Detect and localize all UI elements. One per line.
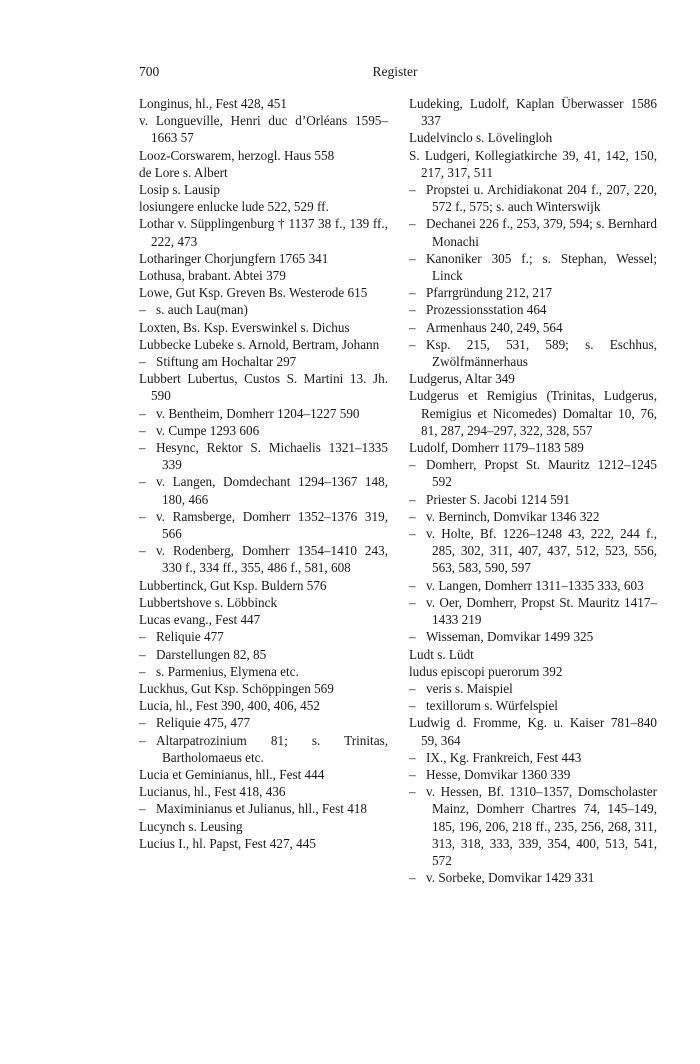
index-entry: Ludgerus et Remigius (Trinitas, Ludgerus, Remigius et Nicomedes) Domaltar 10, 76, 81, 287, 294–297, 322, 328, 557 [409,388,657,438]
index-entry: Lucia et Geminianus, hll., Fest 444 [139,766,325,782]
index-subentry: – Kanoniker 305 f.; s. Stephan, Wessel; Linck [409,250,657,284]
running-head: Register [372,64,418,79]
page-number: 700 [139,64,160,79]
index-subentry: – v. Langen, Domherr 1311–1335 333, 603 [409,577,657,594]
index-entry: Ludelvinclo s. Lövelingloh [409,130,553,146]
index-entry: Ludeking, Ludolf, Kaplan Überwasser 1586 337 [409,96,657,129]
index-entry: Ludwig d. Fromme, Kg. u. Kaiser 781–840 59, 364 [409,715,657,748]
index-entry: Loxten, Bs. Ksp. Everswinkel s. Dichus [139,319,350,335]
index-entry: losiungere enlucke lude 522, 529 ff. [139,199,329,215]
index-entry: Lucynch s. Leusing [139,818,243,834]
index-subentry: – Stiftung am Hochaltar 297 [139,353,388,370]
index-entry: Lotharinger Chorjungfern 1765 341 [139,250,329,266]
index-subentry: – Priester S. Jacobi 1214 591 [409,491,657,508]
index-entry: v. Longueville, Henri duc d’Orléans 1595–1663 57 [139,113,388,146]
index-entry: Lubbertinck, Gut Ksp. Buldern 576 [139,577,327,593]
index-entry: Losip s. Lausip [139,182,220,198]
index-subentry: – Armenhaus 240, 249, 564 [409,319,657,336]
index-subentry: – Altarpatrozinium 81; s. Trinitas, Bartholomaeus etc. [139,732,388,766]
index-subentry: – Reliquie 477 [139,628,388,645]
index-subentry: – Wisseman, Domvikar 1499 325 [409,628,657,645]
index-entry: Luckhus, Gut Ksp. Schöppingen 569 [139,680,334,696]
index-entry: Ludgerus, Altar 349 [409,371,515,387]
index-subentry: – texillorum s. Würfelspiel [409,697,657,714]
index-subentry: – Dechanei 226 f., 253, 379, 594; s. Bernhard Monachi [409,215,657,249]
index-subentry: – Domherr, Propst St. Mauritz 1212–1245 592 [409,456,657,490]
index-entry: Lowe, Gut Ksp. Greven Bs. Westerode 615 [139,285,368,301]
index-subentry: – v. Sorbeke, Domvikar 1429 331 [409,869,657,886]
index-subentry: – s. Parmenius, Elymena etc. [139,663,388,680]
index-subentry: – v. Langen, Domdechant 1294–1367 148, 180, 466 [139,473,388,507]
index-subentry: – v. Berninch, Domvikar 1346 322 [409,508,657,525]
index-subentry: – Hesync, Rektor S. Michaelis 1321–1335 339 [139,439,388,473]
index-subentry: – v. Rodenberg, Domherr 1354–1410 243, 330 f., 334 ff., 355, 486 f., 581, 608 [139,542,388,576]
index-entry: de Lore s. Albert [139,164,228,180]
index-subentry: – Hesse, Domvikar 1360 339 [409,766,657,783]
index-subentry: – v. Oer, Domherr, Propst St. Mauritz 1417–1433 219 [409,594,657,628]
index-entry: Ludolf, Domherr 1179–1183 589 [409,440,584,456]
index-entry: Lucius I., hl. Papst, Fest 427, 445 [139,835,316,851]
index-entry: Lubbecke Lubeke s. Arnold, Bertram, Johann [139,336,380,352]
index-subentry: – v. Ramsberge, Domherr 1352–1376 319, 566 [139,508,388,542]
index-column-right [409,95,657,886]
index-column-left [139,95,388,852]
index-entry: S. Ludgeri, Kollegiatkirche 39, 41, 142, 150, 217, 317, 511 [409,147,657,180]
index-subentry: – Ksp. 215, 531, 589; s. Eschhus, Zwölfmännerhaus [409,336,657,370]
index-subentry: – veris s. Maispiel [409,680,657,697]
index-entry: Lucas evang., Fest 447 [139,612,261,628]
index-subentry: – Pfarrgründung 212, 217 [409,284,657,301]
index-subentry: – Reliquie 475, 477 [139,714,388,731]
index-subentry: – v. Bentheim, Domherr 1204–1227 590 [139,405,388,422]
index-entry: Lucianus, hl., Fest 418, 436 [139,784,286,800]
index-entry: Looz-Corswarem, herzogl. Haus 558 [139,147,335,163]
index-entry: Longinus, hl., Fest 428, 451 [139,96,287,111]
index-subentry: – Maximinianus et Julianus, hll., Fest 418 [139,800,388,817]
index-subentry: – Darstellungen 82, 85 [139,646,388,663]
index-entry: Lucia, hl., Fest 390, 400, 406, 452 [139,698,320,714]
index-entry: Lothar v. Süpplingenburg † 1137 38 f., 139 ff., 222, 473 [139,216,388,249]
index-subentry: – v. Hessen, Bf. 1310–1357, Domscholaster Mainz, Domherr Chartres 74, 145–149, 185, 196, 206, 218 ff., 235, 256, 268, 311, 313, 318, 333, 339, 354, 400, 513, 541, 572 [409,783,657,869]
index-subentry: – Prozessionsstation 464 [409,301,657,318]
index-subentry: – IX., Kg. Frankreich, Fest 443 [409,749,657,766]
index-entry: ludus episcopi puerorum 392 [409,663,563,679]
index-subentry: – v. Cumpe 1293 606 [139,422,388,439]
index-entry: Lothusa, brabant. Abtei 379 [139,268,286,284]
index-entry: Lubbert Lubertus, Custos S. Martini 13. Jh. 590 [139,371,388,404]
index-entry: Lubbertshove s. Löbbinck [139,594,278,610]
index-subentry: – s. auch Lau(man) [139,301,388,318]
index-subentry: – Propstei u. Archidiakonat 204 f., 207, 220, 572 f., 575; s. auch Winterswijk [409,181,657,215]
index-entry: Ludt s. Lüdt [409,646,474,662]
index-subentry: – v. Holte, Bf. 1226–1248 43, 222, 244 f., 285, 302, 311, 407, 437, 512, 523, 556, 563, 583, 590, 597 [409,525,657,577]
